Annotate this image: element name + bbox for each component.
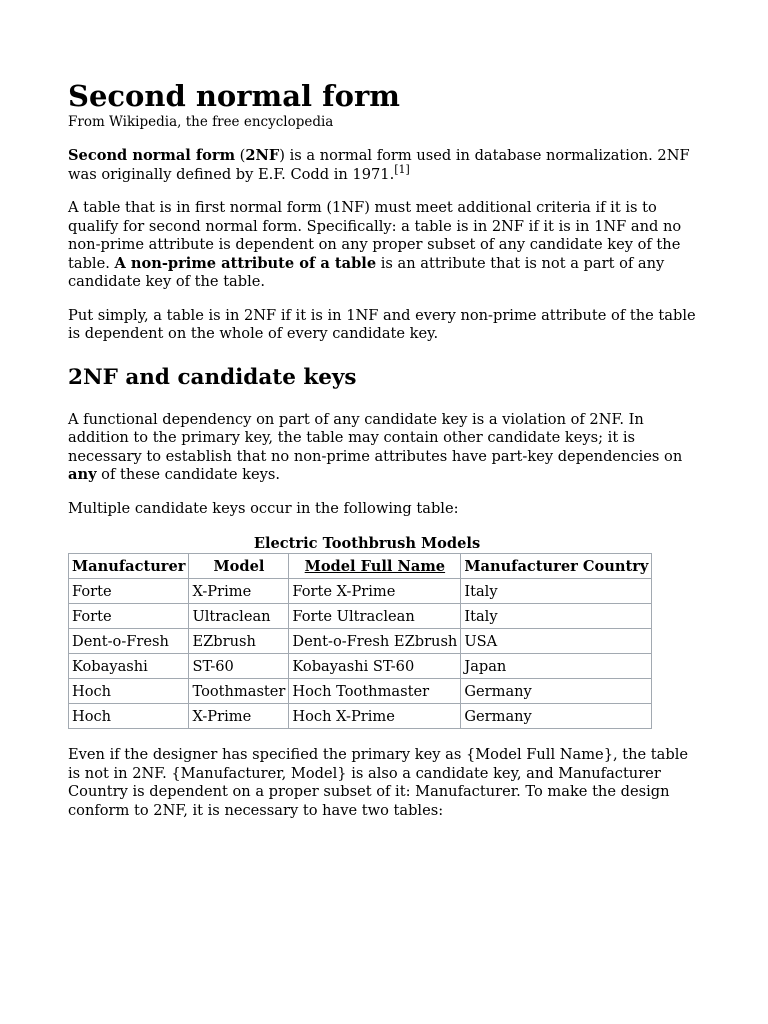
text-span: of these candidate keys. <box>96 466 280 483</box>
table-caption: Electric Toothbrush Models <box>253 535 481 552</box>
bold-abbr: 2NF <box>245 147 280 164</box>
intro-paragraph <box>68 147 700 184</box>
text-span: is an attribute that is not a part of any candidate key of the table. <box>68 254 665 290</box>
table-cell: Hoch Toothmaster <box>289 679 461 704</box>
summary-paragraph: Put simply, a table is in 2NF if it is in 1NF and every non-prime attribute of the table is dependent on the whole of every candidate key. <box>68 306 696 342</box>
table-cell: ST-60 <box>189 654 289 679</box>
table-cell: Germany <box>461 679 652 704</box>
table-cell: Dent-o-Fresh <box>69 629 189 654</box>
table-row <box>69 629 652 654</box>
section-heading: 2NF and candidate keys <box>68 364 357 390</box>
table-cell: X-Prime <box>189 704 289 729</box>
column-header: Manufacturer Country <box>461 554 652 579</box>
dependency-paragraph <box>68 411 700 485</box>
table-cell: Germany <box>461 704 652 729</box>
table-intro-paragraph: Multiple candidate keys occur in the following table: <box>68 499 459 517</box>
text-span: ( <box>235 147 246 164</box>
table-row <box>69 704 652 729</box>
table-cell: Kobayashi ST-60 <box>289 654 461 679</box>
table-cell: Hoch <box>69 679 189 704</box>
table-cell: Forte X-Prime <box>289 579 461 604</box>
page-title: Second normal form <box>68 79 400 113</box>
site-tagline: From Wikipedia, the free encyclopedia <box>68 114 334 130</box>
table-cell: Dent-o-Fresh EZbrush <box>289 629 461 654</box>
table-cell: EZbrush <box>189 629 289 654</box>
table-cell: Forte <box>69 579 189 604</box>
column-header: Manufacturer <box>69 554 189 579</box>
toothbrush-table <box>68 553 652 729</box>
table-cell: X-Prime <box>189 579 289 604</box>
table-cell: Ultraclean <box>189 604 289 629</box>
text-span: A functional dependency on part of any candidate key is a violation of 2NF. In addition to the primary key, the table may contain other candidate keys; it is necessary to establish that no non-prime attributes have part-key dependencies on <box>68 410 683 465</box>
column-header-primary-key <box>289 554 461 579</box>
table-row <box>69 604 652 629</box>
text-span: A table that is in first normal form (1NF) must meet additional criteria if it is to qualify for second normal form. Specifically: a table is in 2NF if it is in 1NF and no non-prime attribute is dependent on any proper subset of any candidate key of the table. <box>68 199 682 272</box>
table-cell: Italy <box>461 579 652 604</box>
reference-link[interactable]: [1] <box>394 162 410 176</box>
column-header: Model <box>189 554 289 579</box>
bold-term: Second normal form <box>68 147 236 164</box>
table-cell: Forte Ultraclean <box>289 604 461 629</box>
table-cell: Toothmaster <box>189 679 289 704</box>
bold-term: A non-prime attribute of a table <box>114 254 377 272</box>
table-cell: USA <box>461 629 652 654</box>
definition-paragraph <box>68 199 700 292</box>
table-cell: Italy <box>461 604 652 629</box>
table-cell: Hoch X-Prime <box>289 704 461 729</box>
table-row <box>69 654 652 679</box>
table-row <box>69 679 652 704</box>
table-header-row <box>69 554 652 579</box>
table-cell: Hoch <box>69 704 189 729</box>
table-row <box>69 579 652 604</box>
text-span: ) is a normal form used in database normalization. 2NF was originally defined by E.F. Codd in 1971. <box>68 147 690 183</box>
conclusion-paragraph: Even if the designer has specified the primary key as {Model Full Name}, the table is not in 2NF. {Manufacturer, Model} is also a candidate key, and Manufacturer Country is dependent on a proper subset of it: Manufacturer. To make the design conform to 2NF, it is necessary to have two tables: <box>68 746 689 819</box>
table-cell: Forte <box>69 604 189 629</box>
column-header-label: Model Full Name <box>304 557 446 575</box>
bold-term: any <box>68 466 97 483</box>
table-cell: Japan <box>461 654 652 679</box>
table-cell: Kobayashi <box>69 654 189 679</box>
